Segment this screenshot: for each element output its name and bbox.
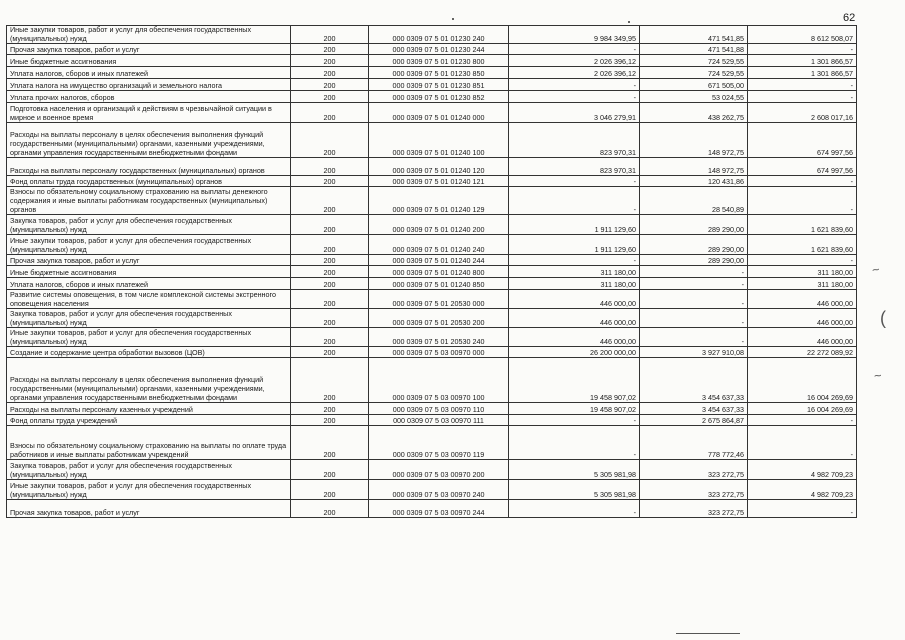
row-kbk-code: 000 0309 07 5 01 01240 121 (369, 176, 509, 187)
row-line-code: 200 (291, 176, 369, 187)
row-kbk-code: 000 0309 07 5 03 00970 110 (369, 403, 509, 415)
row-remaining: 1 621 839,60 (748, 235, 857, 255)
row-name: Создание и содержание центра обработки вызовов (ЦОВ) (7, 347, 291, 358)
row-executed: 778 772,46 (640, 426, 748, 460)
row-name: Прочая закупка товаров, работ и услуг (7, 44, 291, 55)
row-approved: - (509, 176, 640, 187)
row-executed: 120 431,86 (640, 176, 748, 187)
table-row (7, 103, 857, 123)
row-approved: 2 026 396,12 (509, 67, 640, 79)
row-kbk-code: 000 0309 07 5 01 20530 200 (369, 309, 509, 328)
row-approved: - (509, 426, 640, 460)
row-name: Иные бюджетные ассигнования (7, 266, 291, 278)
row-line-code: 200 (291, 158, 369, 176)
table-row (7, 266, 857, 278)
row-line-code: 200 (291, 278, 369, 290)
row-approved: 26 200 000,00 (509, 347, 640, 358)
row-executed: 28 540,89 (640, 187, 748, 215)
row-approved: 5 305 981,98 (509, 460, 640, 480)
row-line-code: 200 (291, 500, 369, 518)
row-name: Иные закупки товаров, работ и услуг для обеспечения государственных (муниципальных) нужд (7, 328, 291, 347)
row-kbk-code: 000 0309 07 5 03 00970 111 (369, 415, 509, 426)
table-row (7, 79, 857, 91)
row-line-code: 200 (291, 215, 369, 235)
row-approved: - (509, 255, 640, 266)
table-row (7, 255, 857, 266)
row-executed: 289 290,00 (640, 235, 748, 255)
row-line-code: 200 (291, 26, 369, 44)
row-line-code: 200 (291, 266, 369, 278)
row-remaining: 1 301 866,57 (748, 55, 857, 67)
row-kbk-code: 000 0309 07 5 01 01240 100 (369, 123, 509, 158)
row-kbk-code: 000 0309 07 5 03 00970 240 (369, 480, 509, 500)
row-kbk-code: 000 0309 07 5 01 01240 850 (369, 278, 509, 290)
row-remaining: - (748, 44, 857, 55)
row-approved: - (509, 415, 640, 426)
table-row (7, 415, 857, 426)
row-kbk-code: 000 0309 07 5 01 01240 120 (369, 158, 509, 176)
row-remaining: 16 004 269,69 (748, 403, 857, 415)
row-name: Уплата прочих налогов, сборов (7, 91, 291, 103)
table-row (7, 158, 857, 176)
row-name: Развитие системы оповещения, в том числе комплексной системы экстренного оповещения населения (7, 290, 291, 309)
table-row (7, 290, 857, 309)
row-name: Иные закупки товаров, работ и услуг для обеспечения государственных (муниципальных) нужд (7, 235, 291, 255)
scan-mark (628, 21, 630, 23)
row-remaining: - (748, 79, 857, 91)
row-line-code: 200 (291, 103, 369, 123)
scan-artifact: ~ (870, 261, 882, 278)
row-approved: 446 000,00 (509, 328, 640, 347)
row-line-code: 200 (291, 290, 369, 309)
row-line-code: 200 (291, 55, 369, 67)
table-row (7, 123, 857, 158)
row-line-code: 200 (291, 347, 369, 358)
row-executed: 323 272,75 (640, 480, 748, 500)
row-executed: 148 972,75 (640, 158, 748, 176)
row-name: Взносы по обязательному социальному страхованию на выплаты денежного содержания и иные выплаты работникам государственных (муниципальных) органов (7, 187, 291, 215)
row-approved: 5 305 981,98 (509, 480, 640, 500)
row-executed: 671 505,00 (640, 79, 748, 91)
row-name: Прочая закупка товаров, работ и услуг (7, 500, 291, 518)
table-row (7, 500, 857, 518)
row-kbk-code: 000 0309 07 5 01 01240 129 (369, 187, 509, 215)
row-name: Уплата налога на имущество организаций и земельного налога (7, 79, 291, 91)
row-line-code: 200 (291, 235, 369, 255)
row-remaining: 311 180,00 (748, 278, 857, 290)
row-remaining: - (748, 91, 857, 103)
row-approved: - (509, 91, 640, 103)
table-row (7, 44, 857, 55)
row-approved: 1 911 129,60 (509, 235, 640, 255)
table-row (7, 358, 857, 403)
row-approved: - (509, 44, 640, 55)
row-approved: 9 984 349,95 (509, 26, 640, 44)
budget-execution-table (6, 25, 857, 518)
row-approved: - (509, 79, 640, 91)
row-approved: 1 911 129,60 (509, 215, 640, 235)
row-name: Фонд оплаты труда государственных (муниципальных) органов (7, 176, 291, 187)
row-remaining: - (748, 255, 857, 266)
scan-artifact (676, 633, 740, 634)
row-executed: 3 454 637,33 (640, 358, 748, 403)
row-name: Подготовка населения и организаций к действиям в чрезвычайной ситуации в мирное и военное время (7, 103, 291, 123)
table-row (7, 215, 857, 235)
row-line-code: 200 (291, 358, 369, 403)
row-line-code: 200 (291, 328, 369, 347)
row-approved: 311 180,00 (509, 266, 640, 278)
row-line-code: 200 (291, 79, 369, 91)
table-row (7, 67, 857, 79)
row-line-code: 200 (291, 123, 369, 158)
row-kbk-code: 000 0309 07 5 01 01230 852 (369, 91, 509, 103)
row-approved: 3 046 279,91 (509, 103, 640, 123)
row-kbk-code: 000 0309 07 5 01 01240 200 (369, 215, 509, 235)
row-approved: 311 180,00 (509, 278, 640, 290)
row-remaining: 446 000,00 (748, 290, 857, 309)
table-row (7, 426, 857, 460)
row-kbk-code: 000 0309 07 5 03 00970 100 (369, 358, 509, 403)
row-remaining: - (748, 187, 857, 215)
row-remaining: 311 180,00 (748, 266, 857, 278)
row-executed: 289 290,00 (640, 255, 748, 266)
row-remaining: - (748, 426, 857, 460)
row-remaining: 22 272 089,92 (748, 347, 857, 358)
row-executed: 724 529,55 (640, 55, 748, 67)
row-kbk-code: 000 0309 07 5 03 00970 000 (369, 347, 509, 358)
row-line-code: 200 (291, 415, 369, 426)
row-remaining: 4 982 709,23 (748, 480, 857, 500)
row-name: Расходы на выплаты персоналу казенных учреждений (7, 403, 291, 415)
row-kbk-code: 000 0309 07 5 01 01230 240 (369, 26, 509, 44)
table-row (7, 278, 857, 290)
row-approved: 446 000,00 (509, 290, 640, 309)
scan-artifact: ( (880, 308, 886, 328)
row-kbk-code: 000 0309 07 5 01 20530 000 (369, 290, 509, 309)
row-kbk-code: 000 0309 07 5 03 00970 244 (369, 500, 509, 518)
row-name: Иные закупки товаров, работ и услуг для обеспечения государственных (муниципальных) нужд (7, 26, 291, 44)
table-row (7, 91, 857, 103)
scan-mark (452, 18, 454, 20)
row-remaining: 1 621 839,60 (748, 215, 857, 235)
row-kbk-code: 000 0309 07 5 01 01230 244 (369, 44, 509, 55)
row-line-code: 200 (291, 480, 369, 500)
row-remaining: 674 997,56 (748, 158, 857, 176)
row-remaining: 1 301 866,57 (748, 67, 857, 79)
row-executed: 3 927 910,08 (640, 347, 748, 358)
row-executed: 323 272,75 (640, 500, 748, 518)
row-remaining: 446 000,00 (748, 309, 857, 328)
table-row (7, 55, 857, 67)
row-remaining: 2 608 017,16 (748, 103, 857, 123)
row-remaining: - (748, 415, 857, 426)
row-kbk-code: 000 0309 07 5 01 01240 800 (369, 266, 509, 278)
table-row (7, 187, 857, 215)
row-executed: 438 262,75 (640, 103, 748, 123)
row-kbk-code: 000 0309 07 5 03 00970 119 (369, 426, 509, 460)
row-name: Уплата налогов, сборов и иных платежей (7, 278, 291, 290)
row-remaining: 674 997,56 (748, 123, 857, 158)
row-line-code: 200 (291, 426, 369, 460)
table-row (7, 309, 857, 328)
row-executed: - (640, 278, 748, 290)
row-executed: 148 972,75 (640, 123, 748, 158)
row-approved: 2 026 396,12 (509, 55, 640, 67)
row-executed: 724 529,55 (640, 67, 748, 79)
row-kbk-code: 000 0309 07 5 01 01240 244 (369, 255, 509, 266)
row-name: Расходы на выплаты персоналу в целях обеспечения выполнения функций государственными (муниципальными) органами, казенными учреждениями, органами управления государственными внебюджетными фондами (7, 123, 291, 158)
row-name: Закупка товаров, работ и услуг для обеспечения государственных (муниципальных) нужд (7, 215, 291, 235)
row-approved: 823 970,31 (509, 158, 640, 176)
row-approved: - (509, 500, 640, 518)
row-line-code: 200 (291, 460, 369, 480)
table-row (7, 347, 857, 358)
row-name: Расходы на выплаты персоналу государственных (муниципальных) органов (7, 158, 291, 176)
table-row (7, 328, 857, 347)
row-line-code: 200 (291, 309, 369, 328)
table-row (7, 480, 857, 500)
row-remaining: 446 000,00 (748, 328, 857, 347)
row-executed: 471 541,85 (640, 26, 748, 44)
row-executed: 289 290,00 (640, 215, 748, 235)
row-remaining: 4 982 709,23 (748, 460, 857, 480)
row-executed: 471 541,88 (640, 44, 748, 55)
row-line-code: 200 (291, 187, 369, 215)
scan-artifact: ~ (872, 367, 883, 384)
row-name: Закупка товаров, работ и услуг для обеспечения государственных (муниципальных) нужд (7, 460, 291, 480)
row-approved: 19 458 907,02 (509, 403, 640, 415)
row-line-code: 200 (291, 91, 369, 103)
page-number: 62 (843, 12, 856, 24)
row-executed: 53 024,55 (640, 91, 748, 103)
row-kbk-code: 000 0309 07 5 01 01230 850 (369, 67, 509, 79)
row-name: Расходы на выплаты персоналу в целях обеспечения выполнения функций государственными (муниципальными) органами, казенными учреждениями, органами управления государственными внебюджетными фондами (7, 358, 291, 403)
row-approved: 446 000,00 (509, 309, 640, 328)
row-remaining: - (748, 500, 857, 518)
row-name: Иные бюджетные ассигнования (7, 55, 291, 67)
row-executed: - (640, 290, 748, 309)
row-executed: - (640, 328, 748, 347)
row-approved: 823 970,31 (509, 123, 640, 158)
row-executed: 2 675 864,87 (640, 415, 748, 426)
table-row (7, 176, 857, 187)
row-name: Уплата налогов, сборов и иных платежей (7, 67, 291, 79)
row-line-code: 200 (291, 255, 369, 266)
row-remaining: 8 612 508,07 (748, 26, 857, 44)
table-body (7, 26, 857, 518)
row-name: Взносы по обязательному социальному страхованию на выплаты по оплате труда работников и иные выплаты работникам учреждений (7, 426, 291, 460)
row-executed: 323 272,75 (640, 460, 748, 480)
row-name: Иные закупки товаров, работ и услуг для обеспечения государственных (муниципальных) нужд (7, 480, 291, 500)
row-kbk-code: 000 0309 07 5 01 01230 851 (369, 79, 509, 91)
row-executed: 3 454 637,33 (640, 403, 748, 415)
table-row (7, 403, 857, 415)
row-name: Прочая закупка товаров, работ и услуг (7, 255, 291, 266)
row-kbk-code: 000 0309 07 5 03 00970 200 (369, 460, 509, 480)
row-name: Закупка товаров, работ и услуг для обеспечения государственных (муниципальных) нужд (7, 309, 291, 328)
row-kbk-code: 000 0309 07 5 01 01230 800 (369, 55, 509, 67)
row-executed: - (640, 266, 748, 278)
row-executed: - (640, 309, 748, 328)
row-approved: - (509, 187, 640, 215)
row-kbk-code: 000 0309 07 5 01 20530 240 (369, 328, 509, 347)
table-row (7, 460, 857, 480)
table-row (7, 235, 857, 255)
row-remaining: - (748, 176, 857, 187)
row-line-code: 200 (291, 403, 369, 415)
row-remaining: 16 004 269,69 (748, 358, 857, 403)
row-name: Фонд оплаты труда учреждений (7, 415, 291, 426)
row-line-code: 200 (291, 67, 369, 79)
table-row (7, 26, 857, 44)
row-kbk-code: 000 0309 07 5 01 01240 000 (369, 103, 509, 123)
row-line-code: 200 (291, 44, 369, 55)
row-approved: 19 458 907,02 (509, 358, 640, 403)
row-kbk-code: 000 0309 07 5 01 01240 240 (369, 235, 509, 255)
